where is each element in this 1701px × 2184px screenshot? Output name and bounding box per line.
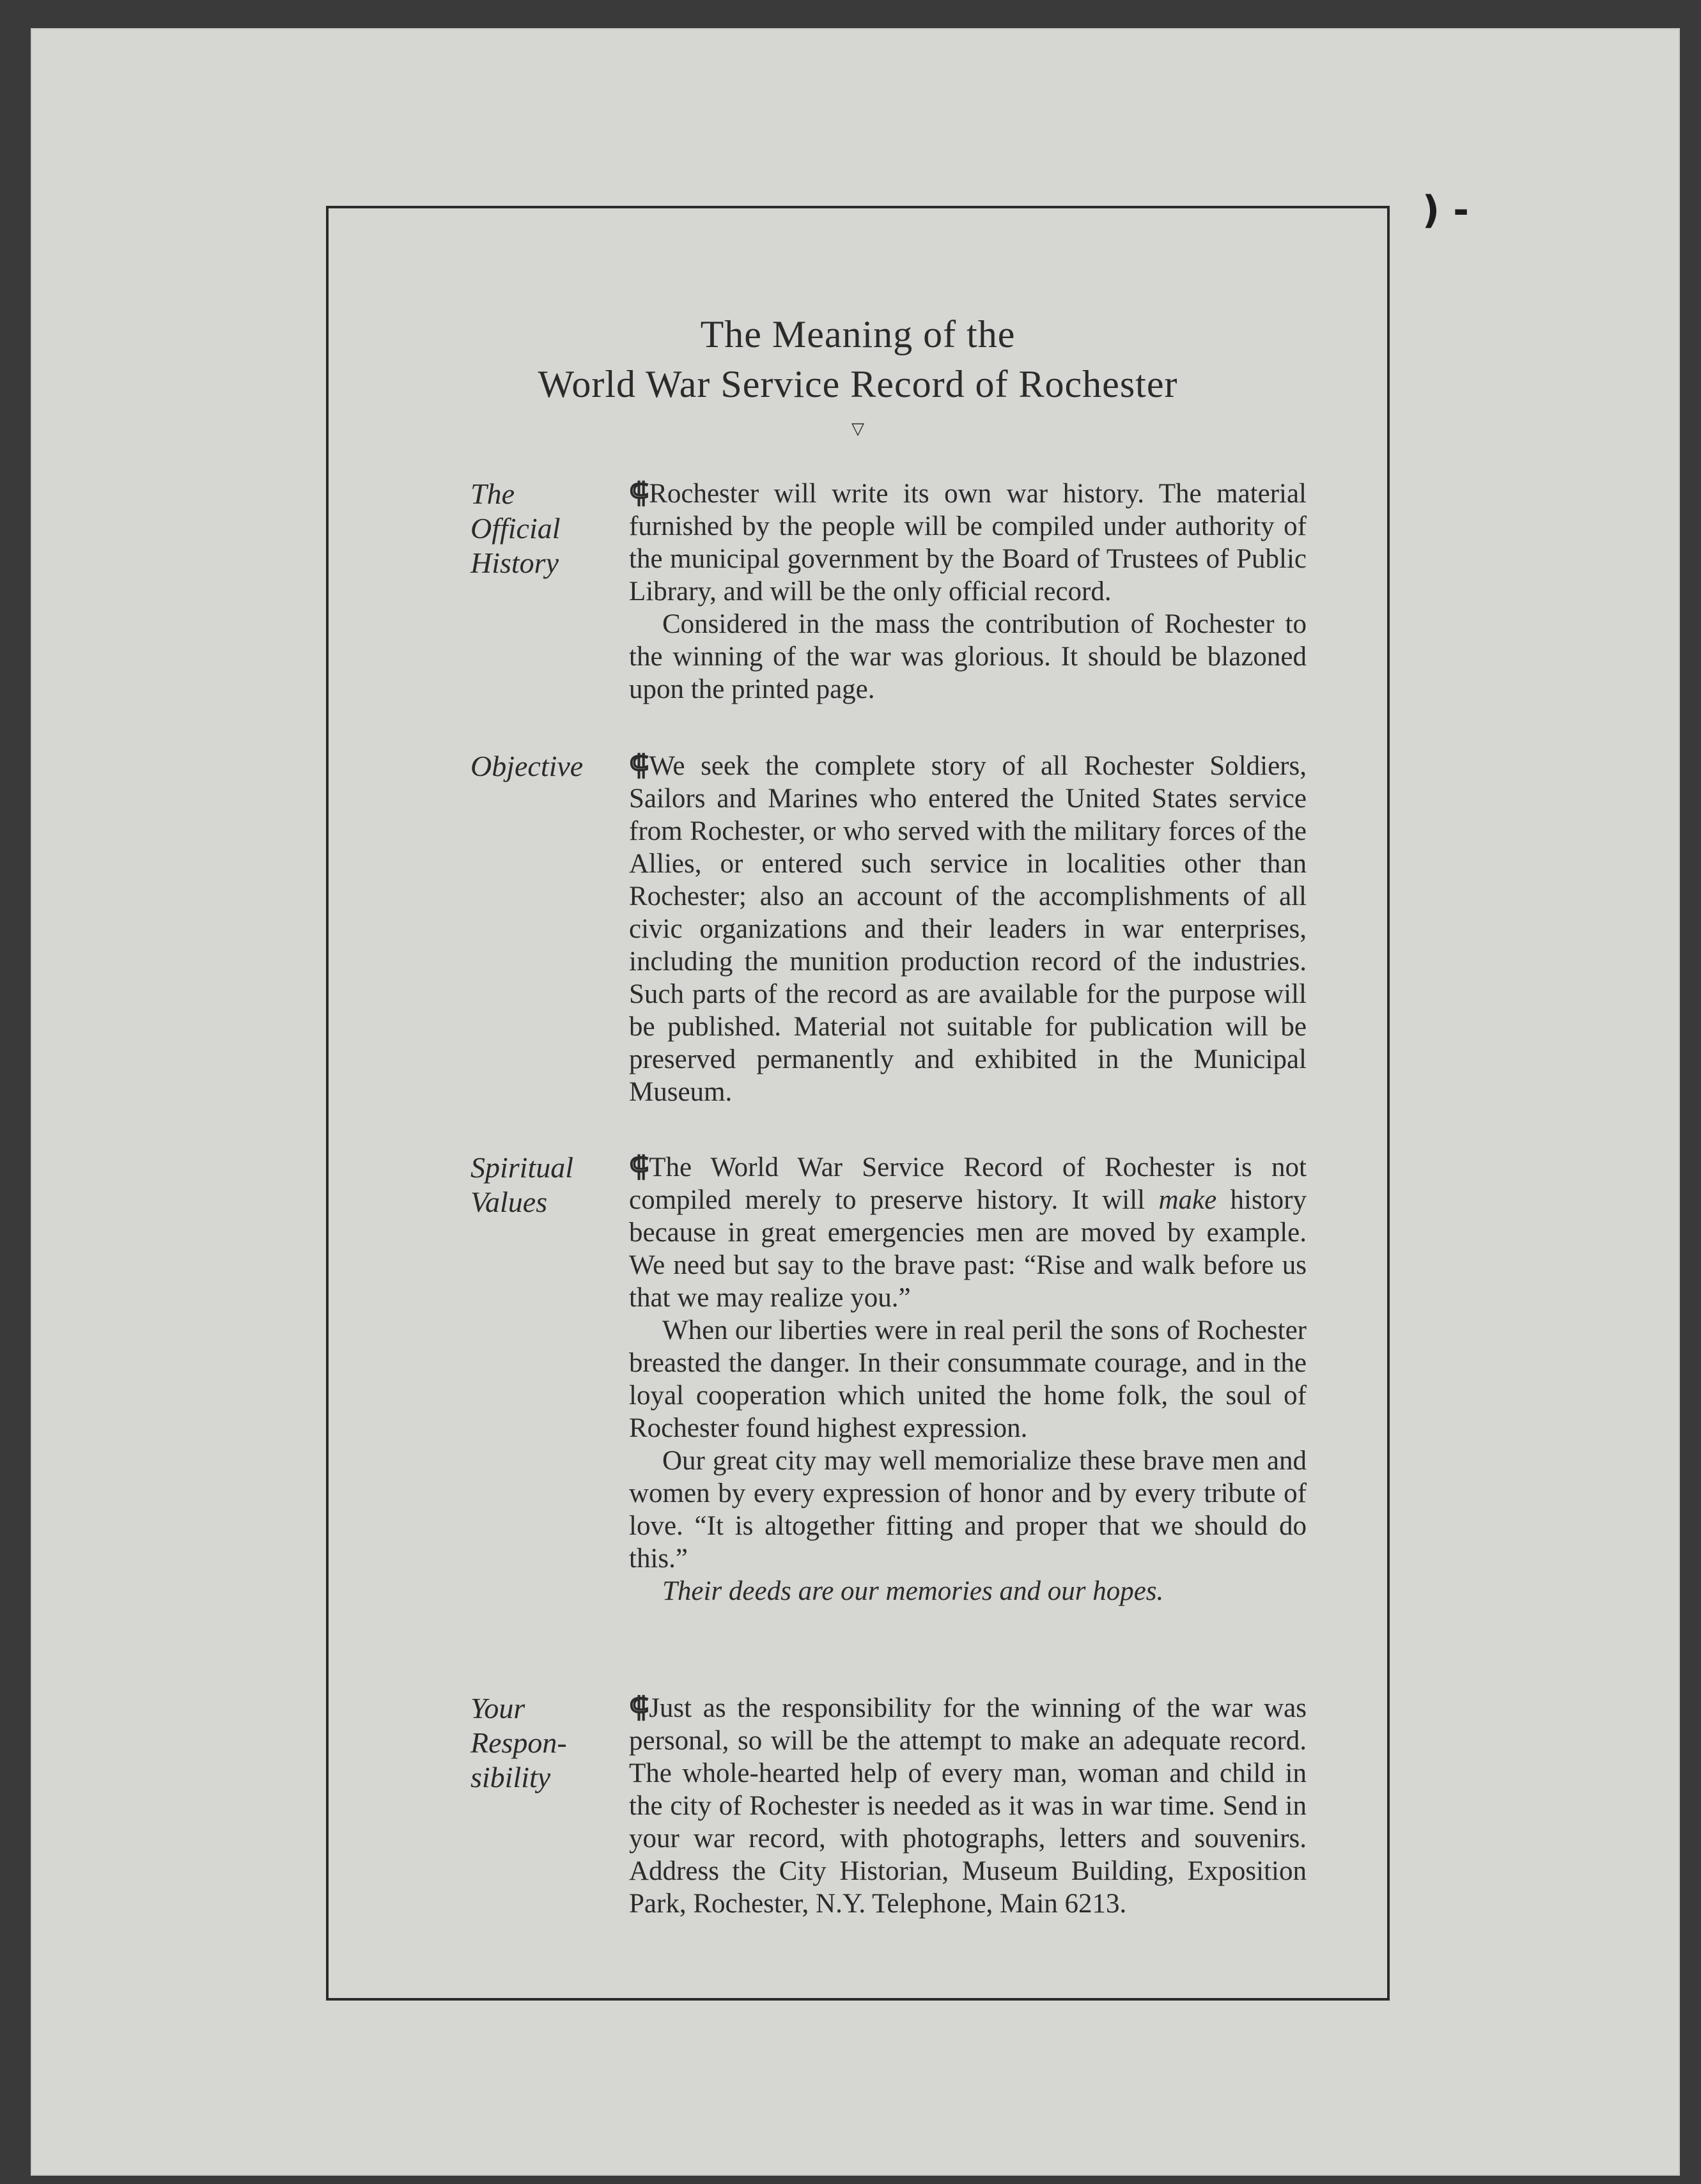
side-label-line: Official (470, 512, 561, 545)
title-line-2: World War Service Record of Rochester (538, 363, 1178, 405)
title-line-1: The Meaning of the (700, 313, 1016, 355)
section-your-responsibility (629, 1691, 1307, 1920)
section-official-history (629, 477, 1307, 706)
side-label-line: Values (470, 1186, 548, 1218)
side-label-line: Spiritual (470, 1151, 574, 1184)
side-label-your-responsibility (470, 1691, 611, 1795)
side-label-official-history (470, 477, 611, 580)
side-label-line: History (470, 546, 559, 579)
side-label-line: Your (470, 1692, 525, 1724)
section-objective (629, 749, 1307, 1108)
side-label-objective (470, 749, 611, 784)
triangle-ornament-icon: ▽ (851, 419, 864, 438)
paragraph: Our great city may well memorialize these brave men and women by every expression of honor and by every tribute of love. “It is altogether fitting and proper that we should do this.” (629, 1446, 1307, 1574)
paragraph: ⸿The World War Service Record of Rochester is not compiled merely to preserve history. It will make history because in great emergencies men are moved by example. We need but say to the brave past: “Rise and walk before us that we may realize you.” (629, 1150, 1307, 1313)
bordered-text-frame (326, 206, 1390, 2001)
paragraph-mark-icon: ⸿ (629, 1150, 649, 1183)
closing-line: Their deeds are our memories and our hopes. (662, 1576, 1164, 1606)
document-page (31, 28, 1680, 2176)
side-label-spiritual-values (470, 1150, 611, 1220)
paragraph: Considered in the mass the contribution of Rochester to the winning of the war was glorious. It should be blazoned upon the printed page. (629, 609, 1307, 704)
paragraph: ⸿We seek the complete story of all Rochester Soldiers, Sailors and Marines who entered the United States service from Rochester, or who served with the military forces of the Allies, or entered such service in localities other than Rochester; also an account of the accomplishments of all civic organizations and their leaders in war enterprises, including the munition production record of the industries. Such parts of the record as are available for the purpose will be published. Material not suitable for publication will be preserved permanently and exhibited in the Municipal Museum. (629, 749, 1307, 1107)
side-label-line: The (470, 477, 515, 510)
paragraph-mark-icon: ⸿ (629, 477, 649, 509)
paragraph-mark-icon: ⸿ (629, 749, 649, 782)
side-label-line: sibility (470, 1761, 551, 1793)
side-label-line: Respon- (470, 1726, 567, 1759)
side-label-line: Objective (470, 750, 584, 782)
pencil-mark: ) - (1422, 188, 1469, 233)
page-title (329, 309, 1387, 409)
paragraph: ⸿Just as the responsibility for the winning of the war was personal, so will be the attempt to make an adequate record. The whole-hearted help of every man, woman and child in the city of Rochester is needed as it was in war time. Send in your war record, with photographs, letters and souvenirs. Address the City Historian, Museum Building, Exposition Park, Rochester, N.Y. Telephone, Main 6213. (629, 1691, 1307, 1919)
paragraph: When our liberties were in real peril the sons of Rochester breasted the danger. In their consummate courage, and in the loyal cooperation which united the home folk, the soul of Rochester found highest expression. (629, 1315, 1307, 1443)
paragraph-mark-icon: ⸿ (629, 1691, 649, 1724)
paragraph: ⸿Rochester will write its own war history. The material furnished by the people will be compiled under authority of the municipal government by the Board of Trustees of Public Library, and will be the only official record. (629, 477, 1307, 607)
section-spiritual-values (629, 1150, 1307, 1607)
